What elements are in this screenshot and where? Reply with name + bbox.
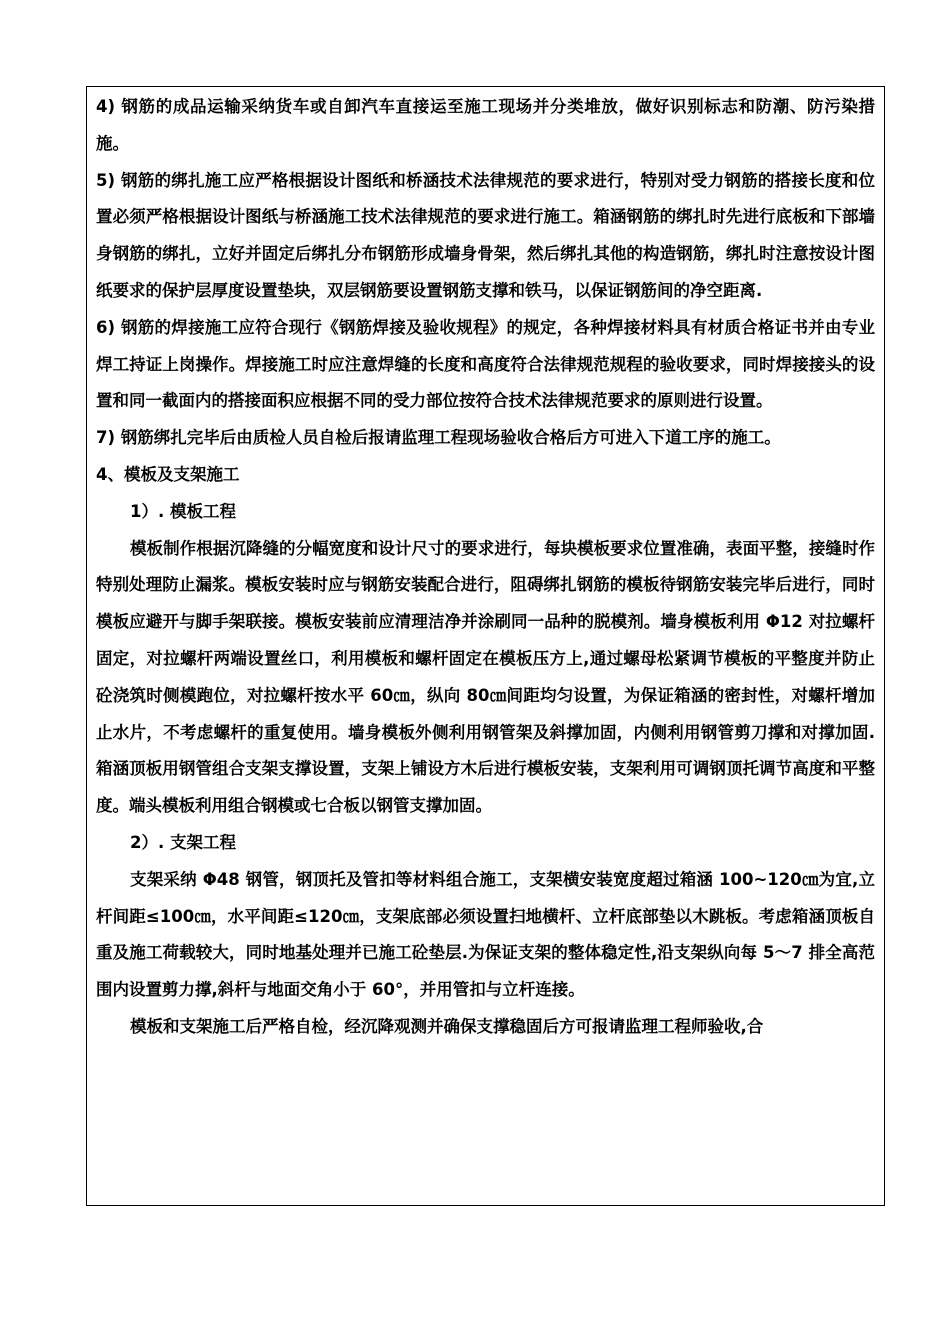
paragraph-formwork: 模板制作根据沉降缝的分幅宽度和设计尺寸的要求进行，每块模板要求位置准确，表面平整，接缝时作特别处理防止漏浆。模板安装时应与钢筋安装配合进行，阻碍绑扎钢筋的模板待钢筋安装完毕后进行，同时模板应避开与脚手架联接。模板安装前应清理洁净并涂刷同一品种的脱模剂。墙身模板利用 Φ12 对拉螺杆固定，对拉螺杆两端设置丝口，利用模板和螺杆固定在模板压方上,通过螺母松紧调节模板的平整度并防止砼浇筑时侧模跑位，对拉螺杆按水平 60㎝，纵向 80㎝间距均匀设置，为保证箱涵的密封性，对螺杆增加止水片，不考虑螺杆的重复使用。墙身模板外侧利用钢管架及斜撑加固，内侧利用钢管剪刀撑和对撑加固.箱涵顶板用钢管组合支架支撑设置，支架上铺设方木后进行模板安装，支架利用可调钢顶托调节高度和平整度。端头模板利用组合钢模或七合板以钢管支撑加固。 xyxy=(96,538,875,816)
paragraph-item-7: 7) 钢筋绑扎完毕后由质检人员自检后报请监理工程现场验收合格后方可进入下道工序的施工。 xyxy=(96,428,781,448)
paragraph-inspection: 模板和支架施工后严格自检，经沉降观测并确保支撑稳固后方可报请监理工程师验收,合 xyxy=(130,1016,764,1036)
document-frame xyxy=(86,86,885,1206)
section-heading-formwork: 4、模板及支架施工 xyxy=(96,464,240,484)
paragraph-support: 支架采纳 Φ48 钢管，钢顶托及管扣等材料组合施工，支架横安装宽度超过箱涵 100~120㎝为宜,立杆间距≤100㎝，水平间距≤120㎝，支架底部必须设置扫地横杆、立杆底部垫以木跳板。考虑箱涵顶板自重及施工荷载较大，同时地基处理并已施工砼垫层.为保证支架的整体稳定性,沿支架纵向每 5～7 排全高范围内设置剪力撑,斜杆与地面交角小于 60°，并用管扣与立杆连接。 xyxy=(96,869,875,1000)
paragraph-item-6: 6) 钢筋的焊接施工应符合现行《钢筋焊接及验收规程》的规定，各种焊接材料具有材质合格证书并由专业焊工持证上岗操作。焊接施工时应注意焊缝的长度和高度符合法律规范规程的验收要求，同时焊接接头的设置和同一截面内的搭接面积应根据不同的受力部位按符合技术法律规范要求的原则进行设置。 xyxy=(96,317,875,411)
paragraph-item-4: 4) 钢筋的成品运输采纳货车或自卸汽车直接运至施工现场并分类堆放，做好识别标志和防潮、防污染措施。 xyxy=(96,97,875,153)
subheading-support: 2）. 支架工程 xyxy=(130,832,236,852)
paragraph-item-5: 5) 钢筋的绑扎施工应严格根据设计图纸和桥涵技术法律规范的要求进行，特别对受力钢筋的搭接长度和位置必须严格根据设计图纸与桥涵施工技术法律规范的要求进行施工。箱涵钢筋的绑扎时先进行底板和下部墙身钢筋的绑扎，立好并固定后绑扎分布钢筋形成墙身骨架，然后绑扎其他的构造钢筋，绑扎时注意按设计图纸要求的保护层厚度设置垫块，双层钢筋要设置钢筋支撑和铁马，以保证钢筋间的净空距离. xyxy=(96,170,875,300)
subheading-formwork: 1）. 模板工程 xyxy=(130,501,236,521)
